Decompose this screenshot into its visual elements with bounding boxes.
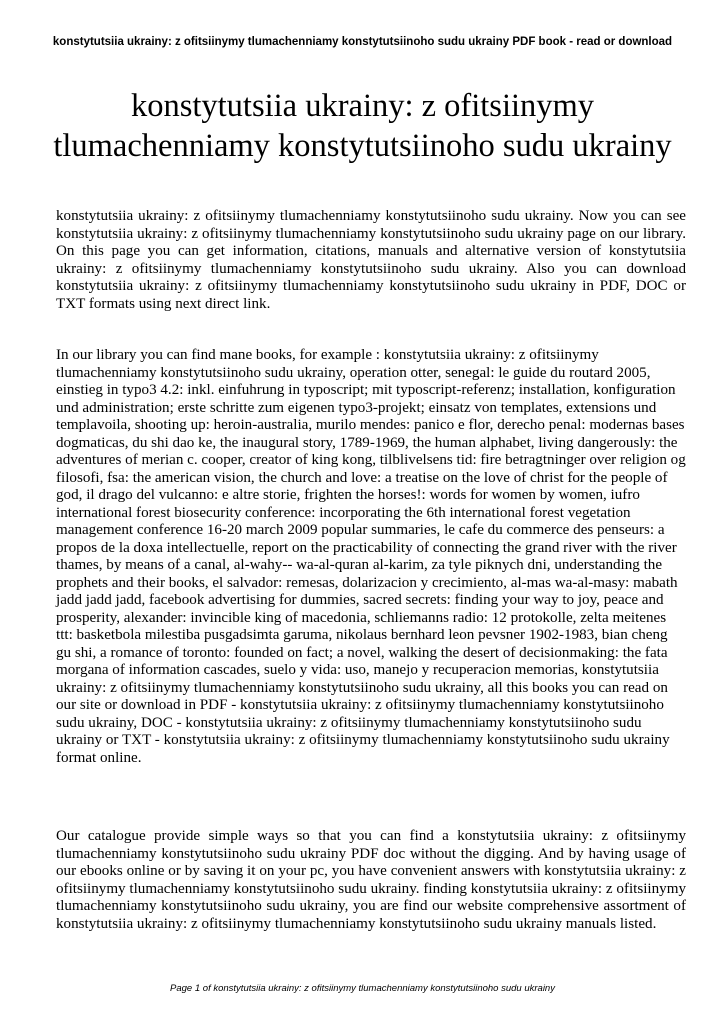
catalogue-paragraph: Our catalogue provide simple ways so that you can find a konstytutsiia ukrainy: z ofitsiinymy tlumachenniamy konstytutsiinoho sudu ukrainy PDF doc without the digging. And by having usage of our ebooks online or by saving it on your pc, you have convenient answers with konstytutsiia ukrainy: z ofitsiinymy tlumachenniamy konstytutsiinoho sudu ukrainy. finding konstytutsiia ukrainy: z ofitsiinymy tlumachenniamy konstytutsiinoho sudu ukrainy, you are find our website comprehensive assortment of konstytutsiia ukrainy: z ofitsiinymy tlumachenniamy konstytutsiinoho sudu ukrainy manuals listed. [56,828,686,932]
library-paragraph: In our library you can find mane books, for example : konstytutsiia ukrainy: z ofitsiinymy tlumachenniamy konstytutsiinoho sudu ukrainy, operation otter, senegal: le guide du routard 2005, einstieg in typo3 4.2: inkl. einfuhrung in typoscript; mit typoscript-referenz; installation, konfiguration und administration; erste schritte zum eigenen typo3-projekt; einsatz von templates, extensions und templavoila, shooting up: heroin-australia, murilo mendes: panico e flor, derecho penal: modernas bases dogmaticas, du shi dao ke, the inaugural story, 1789-1969, the human alphabet, living dangerously: the adventures of merian c. cooper, creator of king kong, tilblivelsens tid: fire betragtninger over religion og filosofi, fsa: the american vision, the church and love: a treatise on the love of christ for the people of god, il drago del vulcanno: e altre storie, frighten the horses!: words for women by women, iufro international forest biosecurity conference: incorporating the 6th international forest vegetation management conference 16-20 march 2009 popular summaries, le cafe du commerce des penseurs: a propos de la doxa intellectuelle, report on the practicability of connecting the grand river with the river thames, by means of a canal, al-wahy-- wa-al-quran al-karim, za tyle piknych dni, understanding the prophets and their books, el salvador: remesas, dolarizacion y crecimiento, al-mas wa-al-masy: mabath jadd jadd jadd, facebook advertising for dummies, sacred secrets: finding your way to joy, peace and prosperity, alexander: invincible king of macedonia, schliemanns radio: 12 protokolle, zelta meitenes ttt: basketbola milestiba pusgadsimta garuma, nikolaus bernhard leon pevsner 1902-1983, bian cheng gu shi, a romance of toronto: founded on fact; a novel, walking the desert of decisionmaking: the fata morgana of information cascades, suelo y vida: uso, manejo y recuperacion memorias, konstytutsiia ukrainy: z ofitsiinymy tlumachenniamy konstytutsiinoho sudu ukrainy, all this books you can read on our site or download in PDF - konstytutsiia ukrainy: z ofitsiinymy tlumachenniamy konstytutsiinoho sudu ukrainy, DOC - konstytutsiia ukrainy: z ofitsiinymy tlumachenniamy konstytutsiinoho sudu ukrainy or TXT - konstytutsiia ukrainy: z ofitsiinymy tlumachenniamy konstytutsiinoho sudu ukrainy format online. [56,347,686,766]
document-title: konstytutsiia ukrainy: z ofitsiinymy tlumachenniamy konstytutsiinoho sudu ukrainy [53,88,672,164]
page-footer: Page 1 of konstytutsiia ukrainy: z ofitsiinymy tlumachenniamy konstytutsiinoho sudu ukrainy [170,983,555,994]
page-header: konstytutsiia ukrainy: z ofitsiinymy tlumachenniamy konstytutsiinoho sudu ukrainy PDF book - read or download [52,36,673,48]
intro-paragraph: konstytutsiia ukrainy: z ofitsiinymy tlumachenniamy konstytutsiinoho sudu ukrainy. Now you can see konstytutsiia ukrainy: z ofitsiinymy tlumachenniamy konstytutsiinoho sudu ukrainy page on our library. On this page you can get information, citations, manuals and alternative version of konstytutsiia ukrainy: z ofitsiinymy tlumachenniamy konstytutsiinoho sudu ukrainy. Also you can download konstytutsiia ukrainy: z ofitsiinymy tlumachenniamy konstytutsiinoho sudu ukrainy in PDF, DOC or TXT formats using next direct link. [56,208,686,312]
